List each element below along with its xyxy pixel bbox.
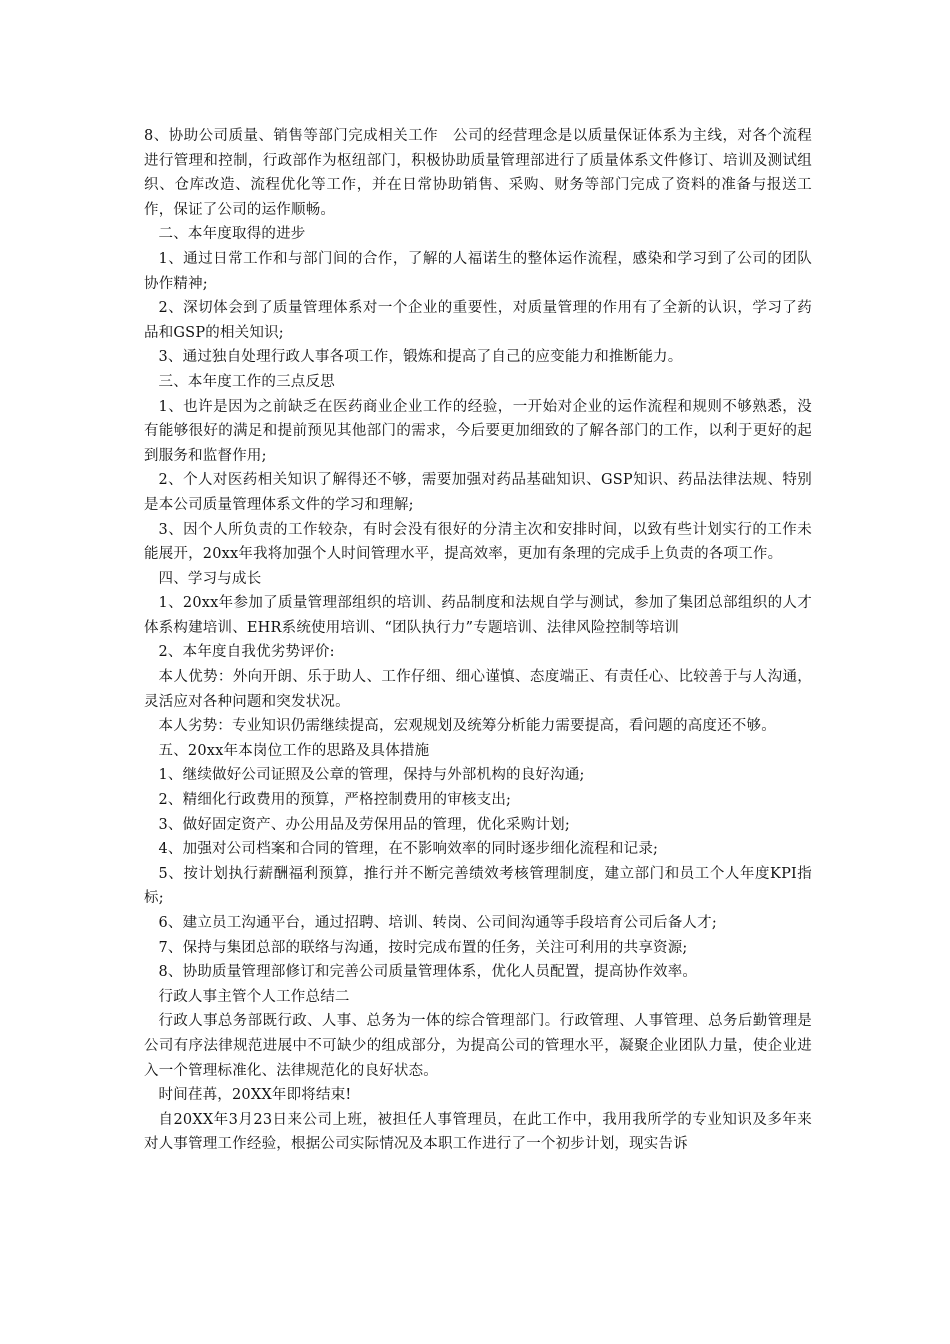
section-heading: 四、学习与成长: [158, 570, 262, 587]
body-paragraph: 3、做好固定资产、办公用品及劳保用品的管理，优化采购计划;: [158, 816, 570, 833]
body-paragraph: 8、协助质量管理部修订和完善公司质量管理体系，优化人员配置，提高协作效率。: [158, 964, 698, 981]
body-paragraph: 1、通过日常工作和与部门间的合作，了解的人福诺生的整体运作流程，感染和学习到了公司的团队协作精神;: [144, 250, 812, 292]
section-heading: 行政人事主管个人工作总结二: [158, 988, 350, 1005]
body-paragraph: 6、建立员工沟通平台，通过招聘、培训、转岗、公司间沟通等手段培育公司后备人才;: [158, 915, 717, 931]
body-paragraph: 2、个人对医药相关知识了解得还不够，需要加强对药品基础知识、GSP知识、药品法律法规、特别是本公司质量管理体系文件的学习和理解;: [144, 472, 812, 513]
body-paragraph: 8、协助公司质量、销售等部门完成相关工作 公司的经营理念是以质量保证体系为主线，对各个流程进行管理和控制，行政部作为枢纽部门，积极协助质量管理部进行了质量体系文件修订、培训及测试组织、仓库改造、流程优化等工作，并在日常协助销售、采购、财务等部门完成了资料的准备与报送工作，保证了公司的运作顺畅。: [144, 128, 812, 218]
body-paragraph: 2、深切体会到了质量管理体系对一个企业的重要性，对质量管理的作用有了全新的认识，学习了药品和GSP的相关知识;: [144, 300, 812, 341]
body-paragraph: 2、精细化行政费用的预算，严格控制费用的审核支出;: [158, 792, 512, 809]
body-paragraph: 行政人事总务部既行政、人事、总务为一体的综合管理部门。行政管理、人事管理、总务后勤管理是公司有序法律规范进展中不可缺少的组成部分，为提高公司的管理水平，凝聚企业团队力量，使企业进入一个管理标准化、法律规范化的良好状态。: [144, 1013, 812, 1079]
body-paragraph: 自20XX年3月23日来公司上班，被担任人事管理员，在此工作中，我用我所学的专业知识及多年来对人事管理工作经验，根据公司实际情况及本职工作进行了一个初步计划，现实告诉: [144, 1111, 812, 1153]
body-paragraph: 本人优势：外向开朗、乐于助人、工作仔细、细心谨慎、态度端正、有责任心、比较善于与人沟通，灵活应对各种问题和突发状况。: [144, 669, 812, 710]
body-paragraph: 4、加强对公司档案和合同的管理，在不影响效率的同时逐步细化流程和记录;: [158, 841, 659, 858]
body-paragraph: 1、也许是因为之前缺乏在医药商业企业工作的经验，一开始对企业的运作流程和规则不够熟悉，没有能够很好的满足和提前预见其他部门的需求，今后要更加细致的了解各部门的工作，以利于更好的起到服务和监督作用;: [144, 398, 812, 464]
body-paragraph: 7、保持与集团总部的联络与沟通，按时完成布置的任务，关注可利用的共享资源;: [158, 939, 688, 956]
document-page: [144, 124, 812, 1157]
body-paragraph: 1、继续做好公司证照及公章的管理，保持与外部机构的良好沟通;: [158, 767, 585, 784]
section-heading: 三、本年度工作的三点反思: [158, 373, 335, 390]
body-paragraph: 3、因个人所负责的工作较杂，有时会没有很好的分清主次和安排时间，以致有些计划实行的工作未能展开，20xx年我将加强个人时间管理水平，提高效率，更加有条理的完成手上负责的各项工作。: [144, 521, 812, 563]
section-heading: 二、本年度取得的进步: [158, 226, 306, 243]
section-heading: 五、20xx年本岗位工作的思路及具体措施: [158, 742, 430, 759]
body-paragraph: 5、按计划执行薪酬福利预算，推行并不断完善绩效考核管理制度，建立部门和员工个人年度KPI指标;: [144, 865, 812, 907]
body-paragraph: 3、通过独自处理行政人事各项工作，锻炼和提高了自己的应变能力和推断能力。: [158, 349, 683, 366]
body-paragraph: 1、20xx年参加了质量管理部组织的培训、药品制度和法规自学与测试，参加了集团总部组织的人才体系构建培训、EHR系统使用培训、“团队执行力”专题培训、法律风险控制等培训: [144, 595, 812, 636]
body-paragraph: 2、本年度自我优劣势评价:: [158, 644, 335, 661]
body-paragraph: 时间荏苒，20XX年即将结束!: [158, 1087, 352, 1104]
body-paragraph: 本人劣势：专业知识仍需继续提高，宏观规划及统筹分析能力需要提高，看问题的高度还不够。: [158, 718, 776, 735]
